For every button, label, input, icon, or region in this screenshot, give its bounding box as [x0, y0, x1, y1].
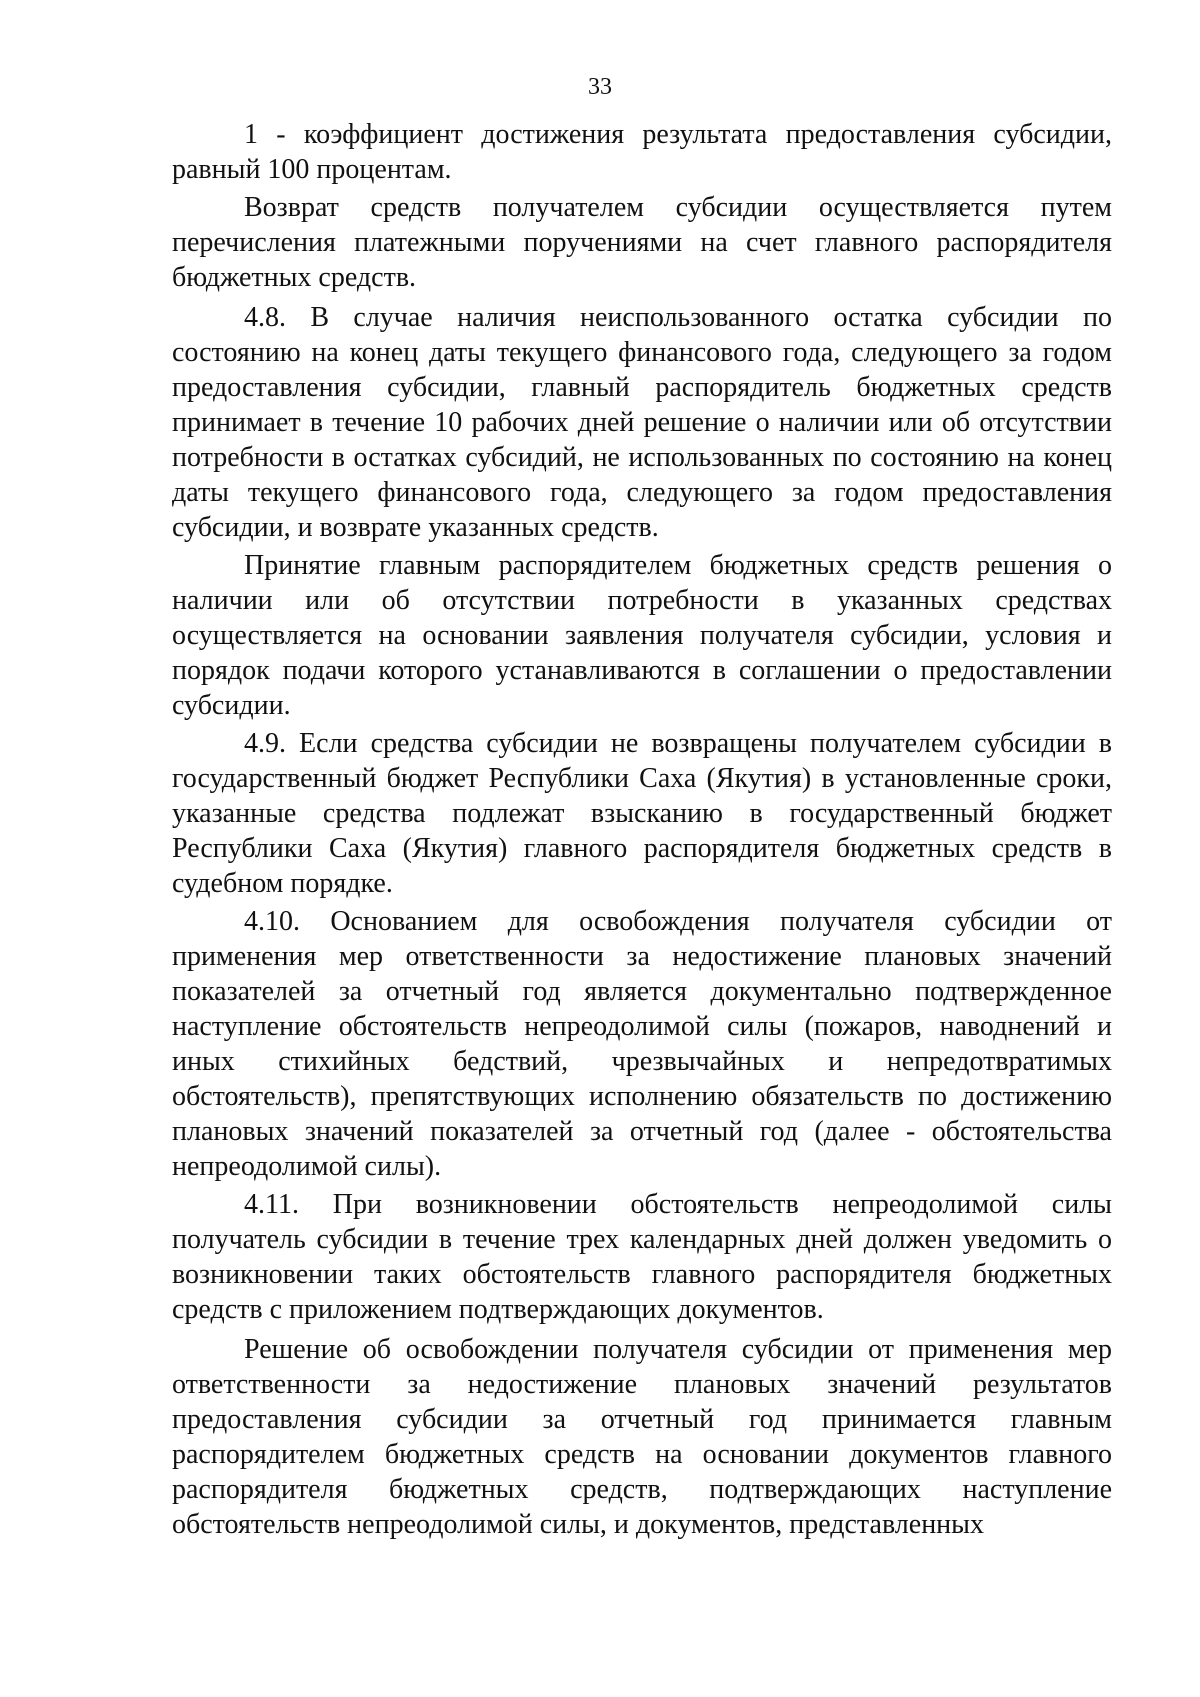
paragraph-4-10: 4.10. Основанием для освобождения получателя субсидии от применения мер ответственности за недостижение плановых значений показателей за отчетный год является документально подтвержденное наступление обстоятельств непреодолимой силы (пожаров, наводнений и иных стихийных бедствий, чрезвычайных и непредотвратимых обстоятельств), препятствующих исполнению обязательств по достижению плановых значений показателей за отчетный год (далее - обстоятельства непреодолимой силы).: [172, 906, 1112, 1182]
paragraph-4-11: 4.11. При возникновении обстоятельств непреодолимой силы получатель субсидии в течение трех календарных дней должен уведомить о возникновении таких обстоятельств главного распорядителя бюджетных средств с приложением подтверждающих документов.: [172, 1189, 1112, 1325]
paragraph-refund-method: Возврат средств получателем субсидии осуществляется путем перечисления платежными поручениями на счет главного распорядителя бюджетных средств.: [172, 192, 1112, 293]
paragraph-4-8: 4.8. В случае наличия неиспользованного остатка субсидии по состоянию на конец даты текущего финансового года, следующего за годом предоставления субсидии, главный распорядитель бюджетных средств принимает в течение 10 рабочих дней решение о наличии или об отсутствии потребности в остатках субсидий, не использованных по состоянию на конец даты текущего финансового года, следующего за годом предоставления субсидии, и возврате указанных средств.: [172, 302, 1112, 543]
paragraph-decision-basis: Принятие главным распорядителем бюджетных средств решения о наличии или об отсутствии потребности в указанных средствах осуществляется на основании заявления получателя субсидии, условия и порядок подачи которого устанавливаются в соглашении о предоставлении субсидии.: [172, 550, 1112, 721]
page-number: 33: [588, 74, 612, 100]
paragraph-release-decision: Решение об освобождении получателя субсидии от применения мер ответственности за недостижение плановых значений результатов предоставления субсидии за отчетный год принимается главным распорядителем бюджетных средств на основании документов главного распорядителя бюджетных средств, подтверждающих наступление обстоятельств непреодолимой силы, и документов, представленных: [172, 1334, 1112, 1540]
document-body: [172, 117, 1112, 1547]
paragraph-coefficient: 1 - коэффициент достижения результата предоставления субсидии, равный 100 процентам.: [172, 119, 1112, 185]
paragraph-4-9: 4.9. Если средства субсидии не возвращены получателем субсидии в государственный бюджет Республики Саха (Якутия) в установленные сроки, указанные средства подлежат взысканию в государственный бюджет Республики Саха (Якутия) главного распорядителя бюджетных средств в судебном порядке.: [172, 728, 1112, 899]
